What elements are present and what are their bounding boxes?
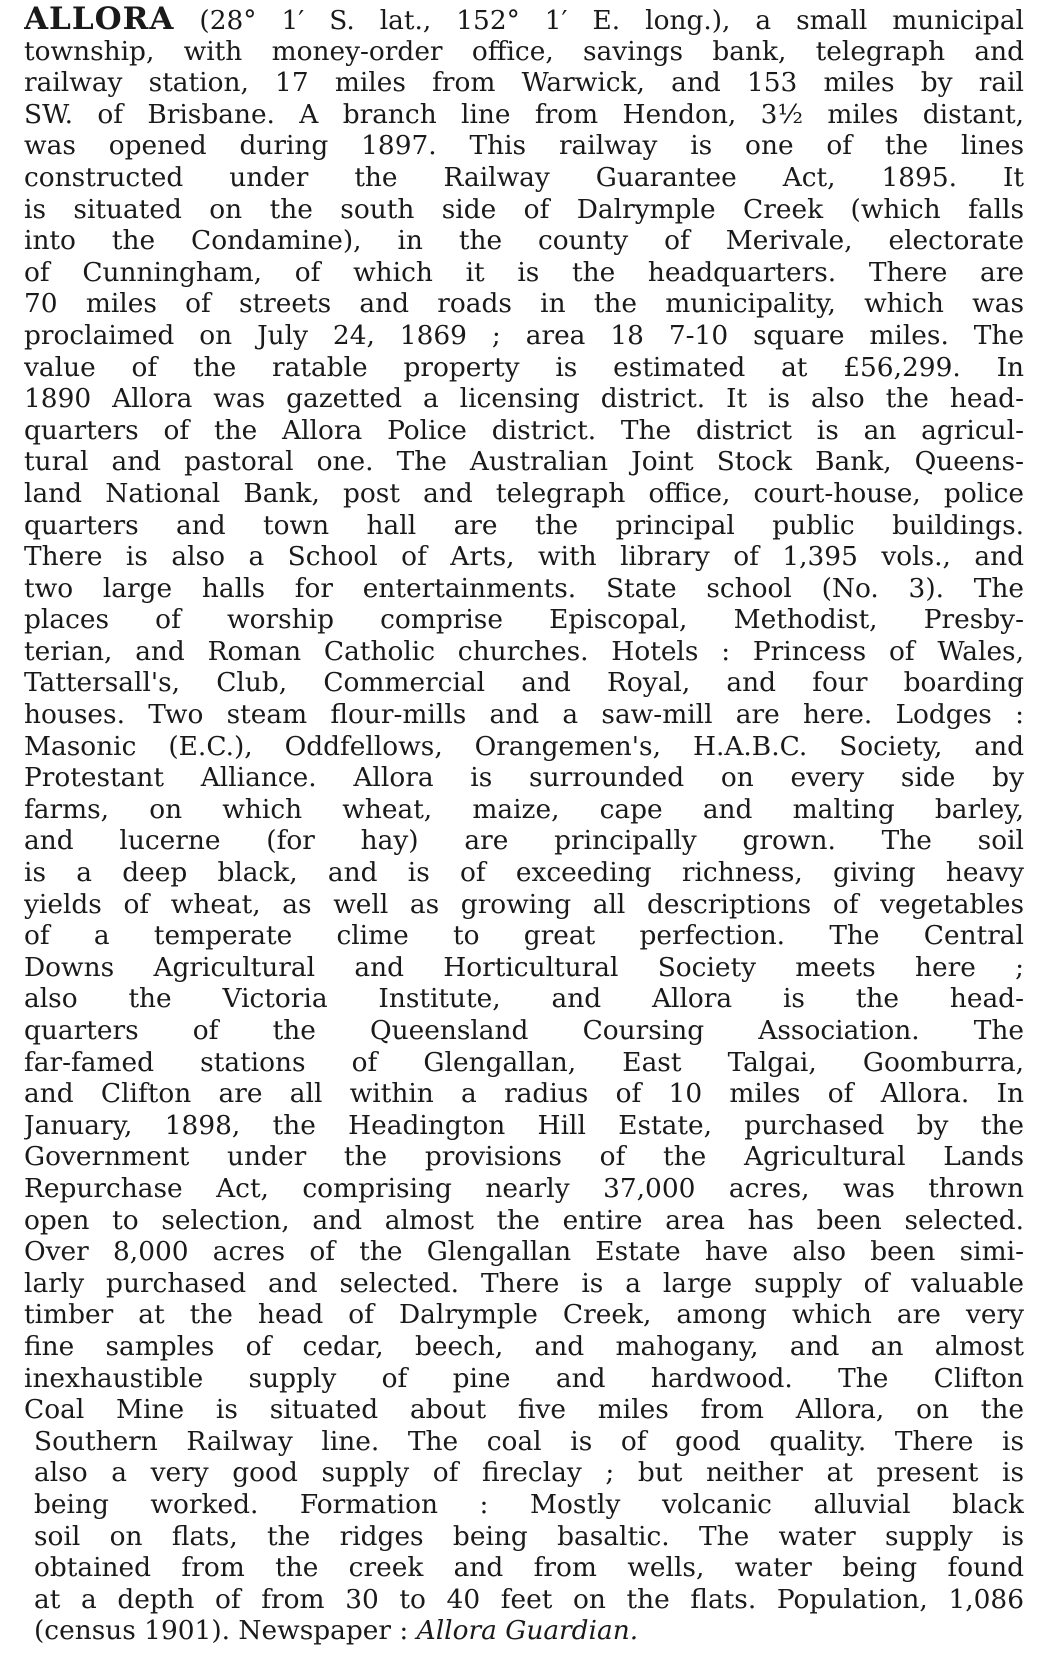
text-line: Southern Railway line. The coal is of good quality. There is (34, 1425, 1024, 1457)
text-line: value of the ratable property is estimated at £56,299. In (24, 351, 1024, 383)
text-line: yields of wheat, as well as growing all descriptions of vegetables (24, 888, 1024, 920)
text-line: January, 1898, the Headington Hill Estate, purchased by the (24, 1109, 1024, 1141)
text-line: terian, and Roman Catholic churches. Hotels : Princess of Wales, (24, 635, 1024, 667)
text-line: open to selection, and almost the entire area has been selected. (24, 1204, 1024, 1236)
text-line: places of worship comprise Episcopal, Methodist, Presby- (24, 604, 1024, 636)
entry-heading: ALLORA (24, 4, 175, 36)
text-line: of a temperate clime to great perfection. The Central (24, 920, 1024, 952)
text-line (24, 4, 1024, 36)
text-line: is situated on the south side of Dalrymple Creek (which falls (24, 193, 1024, 225)
text-line: proclaimed on July 24, 1869 ; area 18 7-10 square miles. The (24, 319, 1024, 351)
text-line: Tattersall's, Club, Commercial and Royal, and four boarding (24, 667, 1024, 699)
text-line: Over 8,000 acres of the Glengallan Estate have also been simi- (24, 1236, 1024, 1268)
text-line: township, with money-order office, savings bank, telegraph and (24, 35, 1024, 67)
text-line: larly purchased and selected. There is a large supply of valuable (24, 1267, 1024, 1299)
text-line: into the Condamine), in the county of Merivale, electorate (24, 225, 1024, 257)
text-line (24, 1615, 1024, 1647)
text-line: and Clifton are all within a radius of 10 miles of Allora. In (24, 1078, 1024, 1110)
text-line: timber at the head of Dalrymple Creek, among which are very (24, 1299, 1024, 1331)
text-line: at a depth of from 30 to 40 feet on the flats. Population, 1,086 (34, 1583, 1024, 1615)
text-line: 70 miles of streets and roads in the municipality, which was (24, 288, 1024, 320)
text-line: quarters of the Allora Police district. The district is an agricul- (24, 414, 1024, 446)
newspaper-name: Allora Guardian. (416, 1615, 639, 1647)
text-line: two large halls for entertainments. State school (No. 3). The (24, 572, 1024, 604)
text-line: There is also a School of Arts, with library of 1,395 vols., and (24, 541, 1024, 573)
text-line: inexhaustible supply of pine and hardwood. The Clifton (24, 1362, 1024, 1394)
text-line: houses. Two steam flour-mills and a saw-mill are here. Lodges : (24, 699, 1024, 731)
text-line: Coal Mine is situated about five miles from Allora, on the (24, 1394, 1024, 1426)
text-line: Government under the provisions of the Agricultural Lands (24, 1141, 1024, 1173)
text-line: quarters of the Queensland Coursing Association. The (24, 1015, 1024, 1046)
text-line: constructed under the Railway Guarantee Act, 1895. It (24, 161, 1024, 193)
text-line: 1890 Allora was gazetted a licensing district. It is also the head- (24, 383, 1024, 415)
text-line: Repurchase Act, comprising nearly 37,000 acres, was thrown (24, 1172, 1024, 1204)
text-line: also a very good supply of fireclay ; but neither at present is (34, 1457, 1024, 1489)
text-line: was opened during 1897. This railway is one of the lines (24, 130, 1024, 162)
text-line: fine samples of cedar, beech, and mahogany, and an almost (24, 1330, 1024, 1362)
text-line: also the Victoria Institute, and Allora is the head- (24, 983, 1024, 1015)
text-line-content: (census 1901). Newspaper : (34, 1615, 417, 1647)
text-line: SW. of Brisbane. A branch line from Hendon, 3½ miles distant, (24, 98, 1024, 130)
text-line: far-famed stations of Glengallan, East Talgai, Goomburra, (24, 1046, 1024, 1078)
text-line: quarters and town hall are the principal public buildings. (24, 509, 1024, 541)
text-line: Masonic (E.C.), Oddfellows, Orangemen's, H.A.B.C. Society, and (24, 730, 1024, 762)
text-line: Protestant Alliance. Allora is surrounded on every side by (24, 762, 1024, 794)
encyclopedia-entry (24, 4, 1024, 1647)
text-line: of Cunningham, of which it is the headquarters. There are (24, 256, 1024, 288)
text-line: soil on flats, the ridges being basaltic. The water supply is (34, 1520, 1024, 1552)
text-line: is a deep black, and is of exceeding richness, giving heavy (24, 857, 1024, 889)
text-line: farms, on which wheat, maize, cape and malting barley, (24, 793, 1024, 825)
text-line: being worked. Formation : Mostly volcanic alluvial black (34, 1488, 1024, 1520)
text-line: Downs Agricultural and Horticultural Society meets here ; (24, 951, 1024, 983)
text-line: and lucerne (for hay) are principally grown. The soil (24, 825, 1024, 857)
text-line: land National Bank, post and telegraph office, court-house, police (24, 477, 1024, 509)
text-line: obtained from the creek and from wells, water being found (34, 1552, 1024, 1584)
text-line-content: (28° 1′ S. lat., 152° 1′ E. long.), a small municipal (174, 5, 1024, 36)
text-line: railway station, 17 miles from Warwick, and 153 miles by rail (24, 67, 1024, 99)
text-line: tural and pastoral one. The Australian Joint Stock Bank, Queens- (24, 446, 1024, 478)
